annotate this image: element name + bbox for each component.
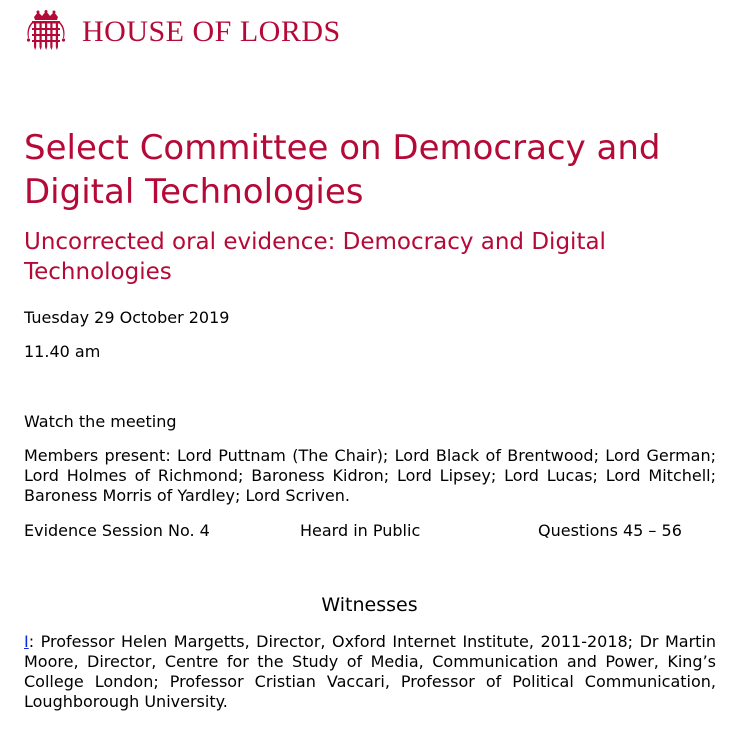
portcullis-icon: [24, 10, 68, 54]
evidence-subtitle: Uncorrected oral evidence: Democracy and Digital Technologies: [24, 229, 606, 285]
witnesses-heading: Witnesses: [321, 594, 418, 616]
questions-range: Questions 45 – 56: [538, 521, 682, 540]
witness-paragraph: [24, 632, 716, 712]
evidence-session-number: Evidence Session No. 4: [24, 521, 210, 540]
watch-meeting-text: Watch the meeting: [24, 412, 177, 431]
meeting-date: Tuesday 29 October 2019: [24, 308, 230, 327]
house-header: [24, 10, 341, 54]
heard-in-public: Heard in Public: [300, 521, 421, 540]
witness-list-text: : Professor Helen Margetts, Director, Oxford Internet Institute, 2011-2018; Dr Martin Moore, Director, Centre for the Study of Media, Communication and Power, King’s College London; Professor Cristian Vaccari, Professor of Political Communication, Loughborough University.: [24, 632, 716, 711]
members-present: Members present: Lord Puttnam (The Chair); Lord Black of Brentwood; Lord German; Lord Holmes of Richmond; Baroness Kidron; Lord Lipsey; Lord Lucas; Lord Mitchell; Baroness Morris of Yardley; Lord Scriven.: [24, 446, 716, 505]
meeting-time: 11.40 am: [24, 342, 101, 361]
house-title: HOUSE OF LORDS: [82, 15, 341, 48]
witness-panel-link[interactable]: I: [24, 632, 29, 651]
committee-title: Select Committee on Democracy and Digital Technologies: [24, 128, 661, 212]
